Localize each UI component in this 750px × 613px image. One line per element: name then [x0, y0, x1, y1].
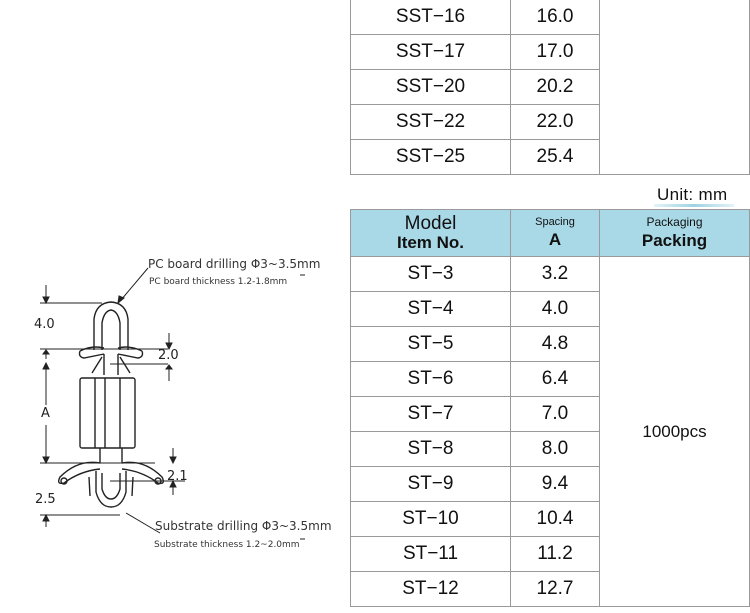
spacing-cell: 12.7 — [511, 572, 600, 607]
item-cell: ST−3 — [351, 257, 511, 292]
table-row — [351, 257, 750, 292]
substrate-thickness-label: Substrate thickness 1.2~2.0mm — [154, 540, 300, 550]
header-packaging-label: Packaging — [646, 215, 703, 230]
dim-top-gap: 2.0 — [158, 348, 179, 363]
spacer-top-head — [94, 302, 128, 350]
header-model-label: Model — [404, 213, 457, 235]
item-cell: SST−16 — [351, 0, 511, 35]
item-cell: ST−7 — [351, 397, 511, 432]
dim-bottom: 2.5 — [35, 492, 56, 507]
spacing-cell: 7.0 — [511, 397, 600, 432]
pc-thickness-label: PC board thickness 1.2-1.8mm — [149, 277, 288, 287]
dim-a: A — [41, 406, 50, 421]
spacing-cell: 3.2 — [511, 257, 600, 292]
item-cell: ST−8 — [351, 432, 511, 467]
table-header-row — [351, 210, 750, 257]
item-cell: SST−17 — [351, 35, 511, 70]
header-packaging — [600, 210, 750, 257]
item-cell: ST−5 — [351, 327, 511, 362]
item-cell: ST−10 — [351, 502, 511, 537]
spacing-cell: 17.0 — [511, 35, 600, 70]
item-cell: ST−4 — [351, 292, 511, 327]
spacing-cell: 25.4 — [511, 140, 600, 175]
spacing-cell: 4.0 — [511, 292, 600, 327]
item-cell: ST−12 — [351, 572, 511, 607]
spacing-cell: 9.4 — [511, 467, 600, 502]
spacing-cell: 22.0 — [511, 105, 600, 140]
dim-bottom-gap: 2.1 — [167, 469, 188, 484]
spacing-cell: 10.4 — [511, 502, 600, 537]
dim-top: 4.0 — [34, 317, 55, 332]
spacer-drawing — [30, 255, 310, 555]
substrate-drilling-label: Substrate drilling Φ3~3.5mm — [155, 519, 332, 533]
item-cell: SST−20 — [351, 70, 511, 105]
pc-drilling-label: PC board drilling Φ3~3.5mm — [148, 257, 321, 271]
item-cell: ST−9 — [351, 467, 511, 502]
header-item-no: Item No. — [396, 233, 465, 253]
packing-cell — [600, 0, 750, 175]
spacer-body — [80, 378, 135, 448]
spacing-cell: 6.4 — [511, 362, 600, 397]
spacing-cell: 4.8 — [511, 327, 600, 362]
packing-cell: 1000pcs — [600, 257, 750, 607]
spacer-diagram — [30, 255, 332, 555]
header-a: A — [548, 230, 562, 250]
spacer-table-st — [350, 209, 750, 607]
unit-label: Unit: mm — [657, 185, 728, 204]
header-spacing-label: Spacing — [535, 215, 575, 228]
item-cell: SST−25 — [351, 140, 511, 175]
spacing-cell: 11.2 — [511, 537, 600, 572]
item-cell: ST−11 — [351, 537, 511, 572]
spacer-bottom-wing — [59, 462, 100, 483]
header-spacing — [511, 210, 600, 257]
spacing-cell: 8.0 — [511, 432, 600, 467]
spacing-cell: 16.0 — [511, 0, 600, 35]
item-cell: SST−22 — [351, 105, 511, 140]
spacing-cell: 20.2 — [511, 70, 600, 105]
header-packing: Packing — [641, 230, 708, 250]
header-model — [351, 210, 511, 257]
spacer-table-sst — [350, 0, 750, 175]
unit-underline — [654, 204, 734, 207]
table-row — [351, 0, 750, 35]
item-cell: ST−6 — [351, 362, 511, 397]
